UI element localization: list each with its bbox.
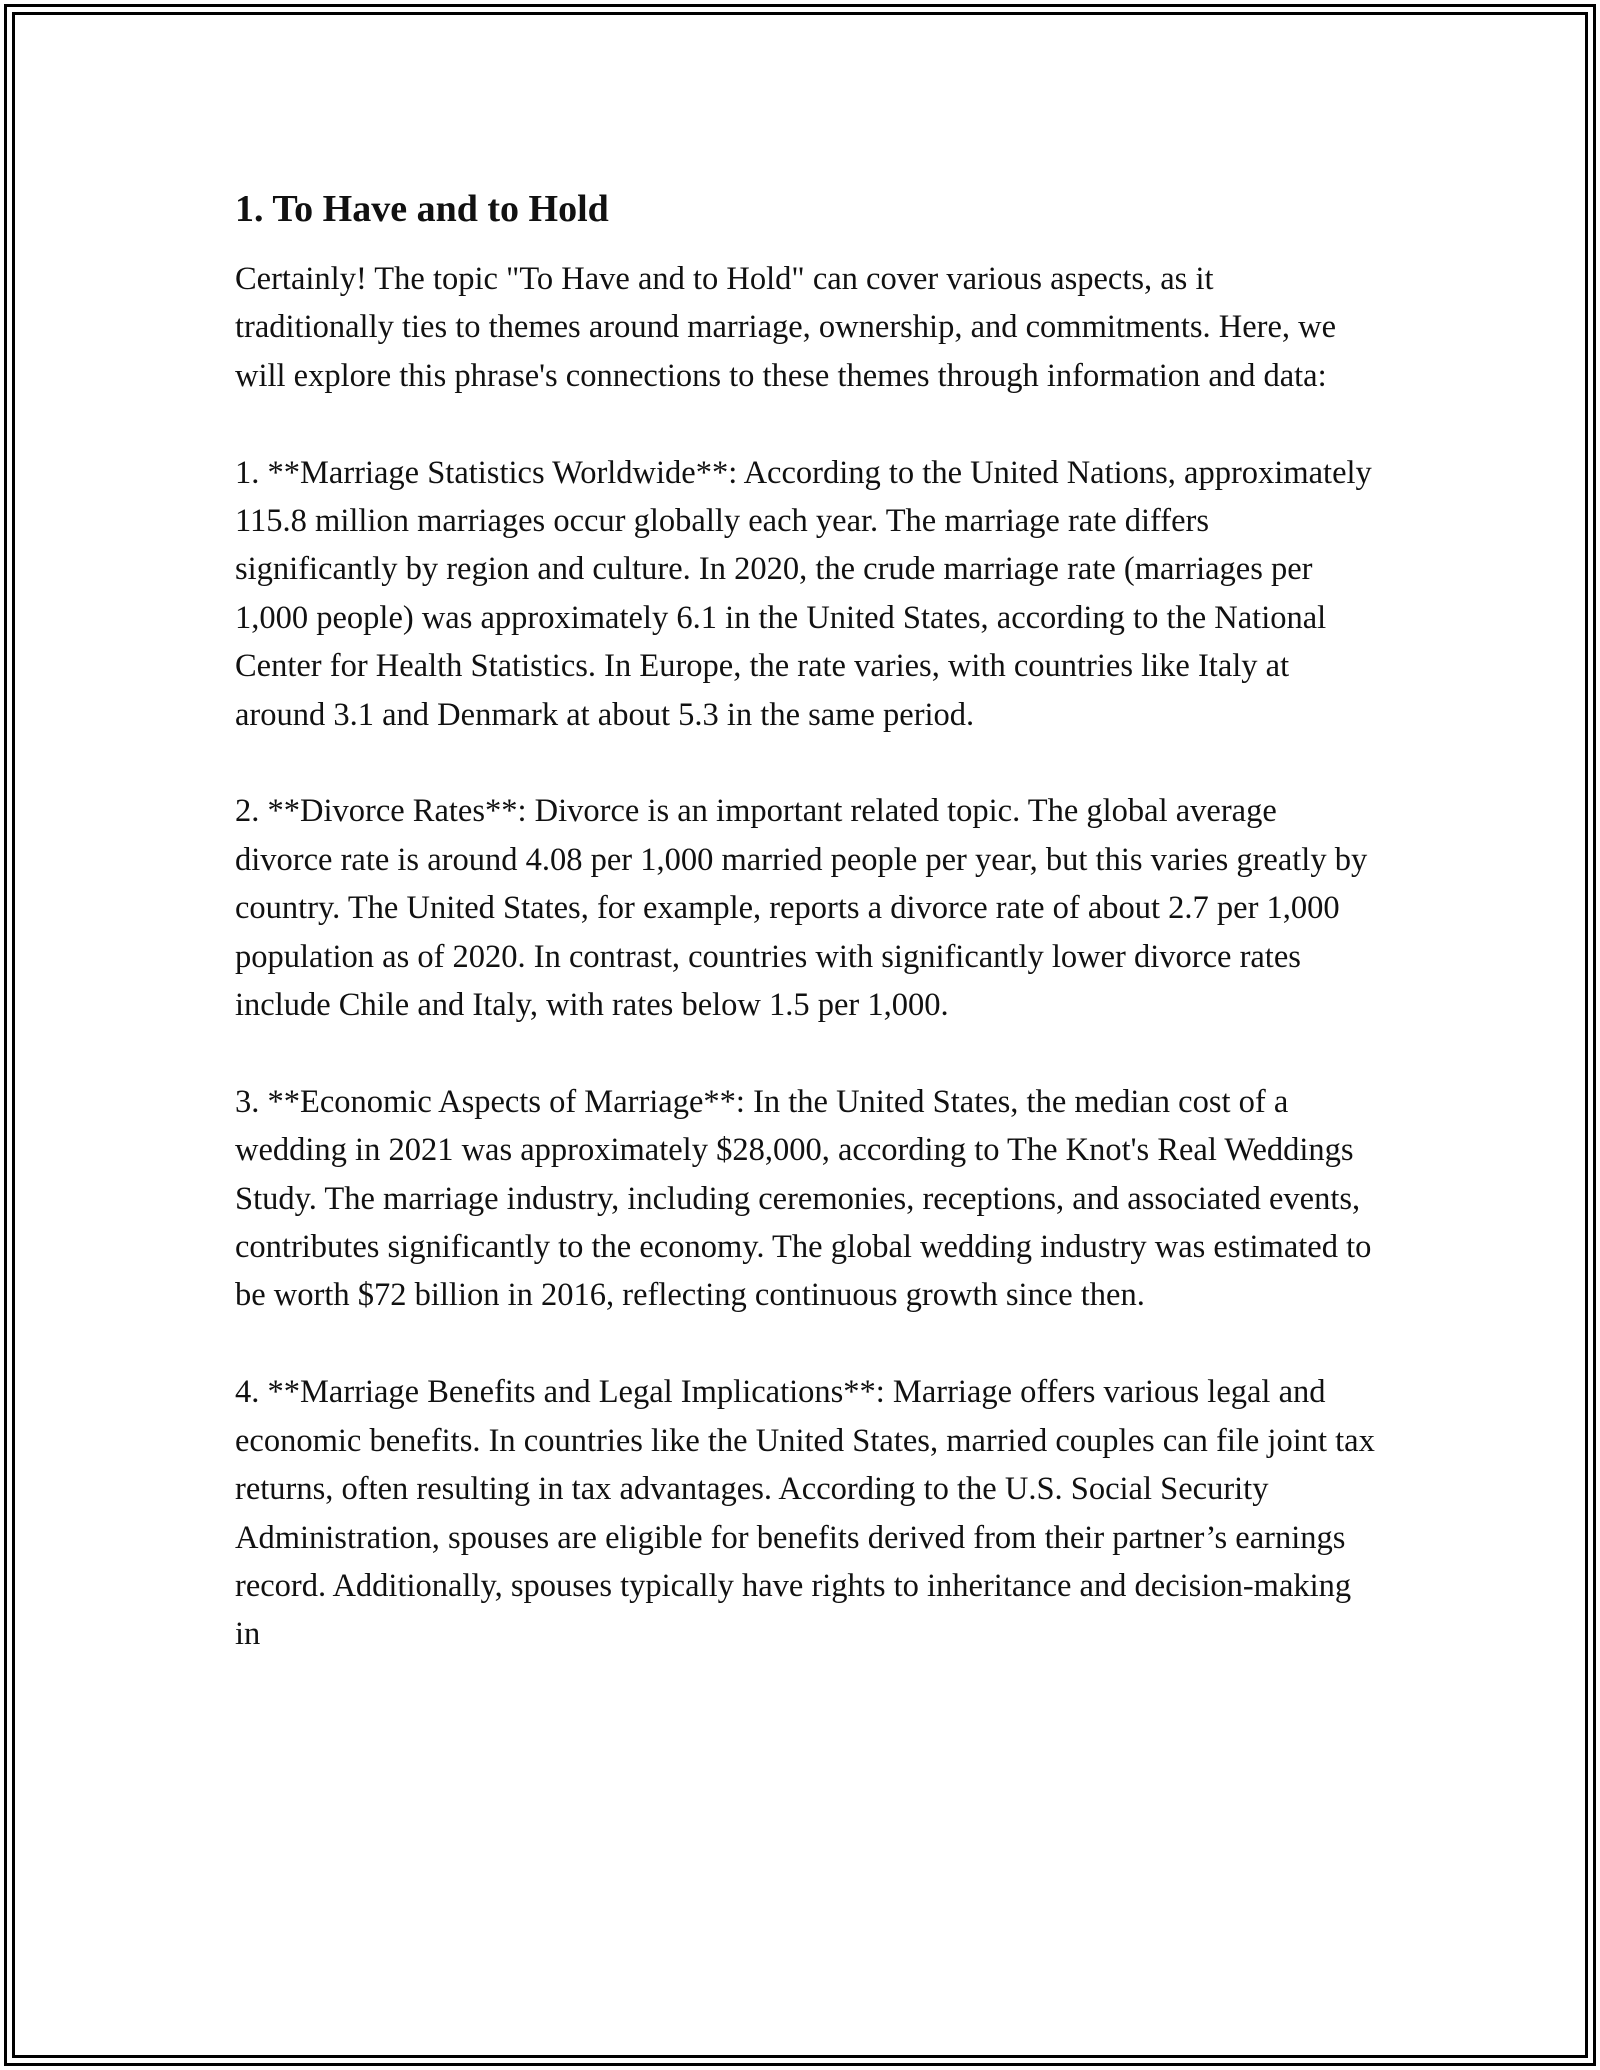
document-body [235,185,1375,1659]
intro-paragraph: Certainly! The topic "To Have and to Hold" can cover various aspects, as it traditionally ties to themes around marriage, ownership, and commitments. Here, we will explore this phrase's connections to these themes through information and data: [235,261,1337,394]
legal-implications-paragraph: 4. **Marriage Benefits and Legal Implications**: Marriage offers various legal and economic benefits. In countries like the United States, married couples can file joint tax returns, often resulting in tax advantages. According to the U.S. Social Security Administration, spouses are eligible for benefits derived from their partner’s earnings record. Additionally, spouses typically have rights to inheritance and decision-making in [235,1374,1375,1653]
divorce-rates-paragraph: 2. **Divorce Rates**: Divorce is an important related topic. The global average divorce rate is around 4.08 per 1,000 married people per year, but this varies greatly by country. The United States, for example, reports a divorce rate of about 2.7 per 1,000 population as of 2020. In contrast, countries with significantly lower divorce rates include Chile and Italy, with rates below 1.5 per 1,000. [235,793,1368,1024]
document-title: 1. To Have and to Hold [235,188,609,230]
economic-aspects-paragraph: 3. **Economic Aspects of Marriage**: In the United States, the median cost of a wedding in 2021 was approximately $28,000, according to The Knot's Real Weddings Study. The marriage industry, including ceremonies, receptions, and associated events, contributes significantly to the economy. The global wedding industry was estimated to be worth $72 billion in 2016, reflecting continuous growth since then. [235,1083,1372,1314]
marriage-statistics-paragraph: 1. **Marriage Statistics Worldwide**: According to the United Nations, approximately 115.8 million marriages occur globally each year. The marriage rate differs significantly by region and culture. In 2020, the crude marriage rate (marriages per 1,000 people) was approximately 6.1 in the United States, according to the National Center for Health Statistics. In Europe, the rate varies, with countries like Italy at around 3.1 and Denmark at about 5.3 in the same period. [235,454,1372,733]
